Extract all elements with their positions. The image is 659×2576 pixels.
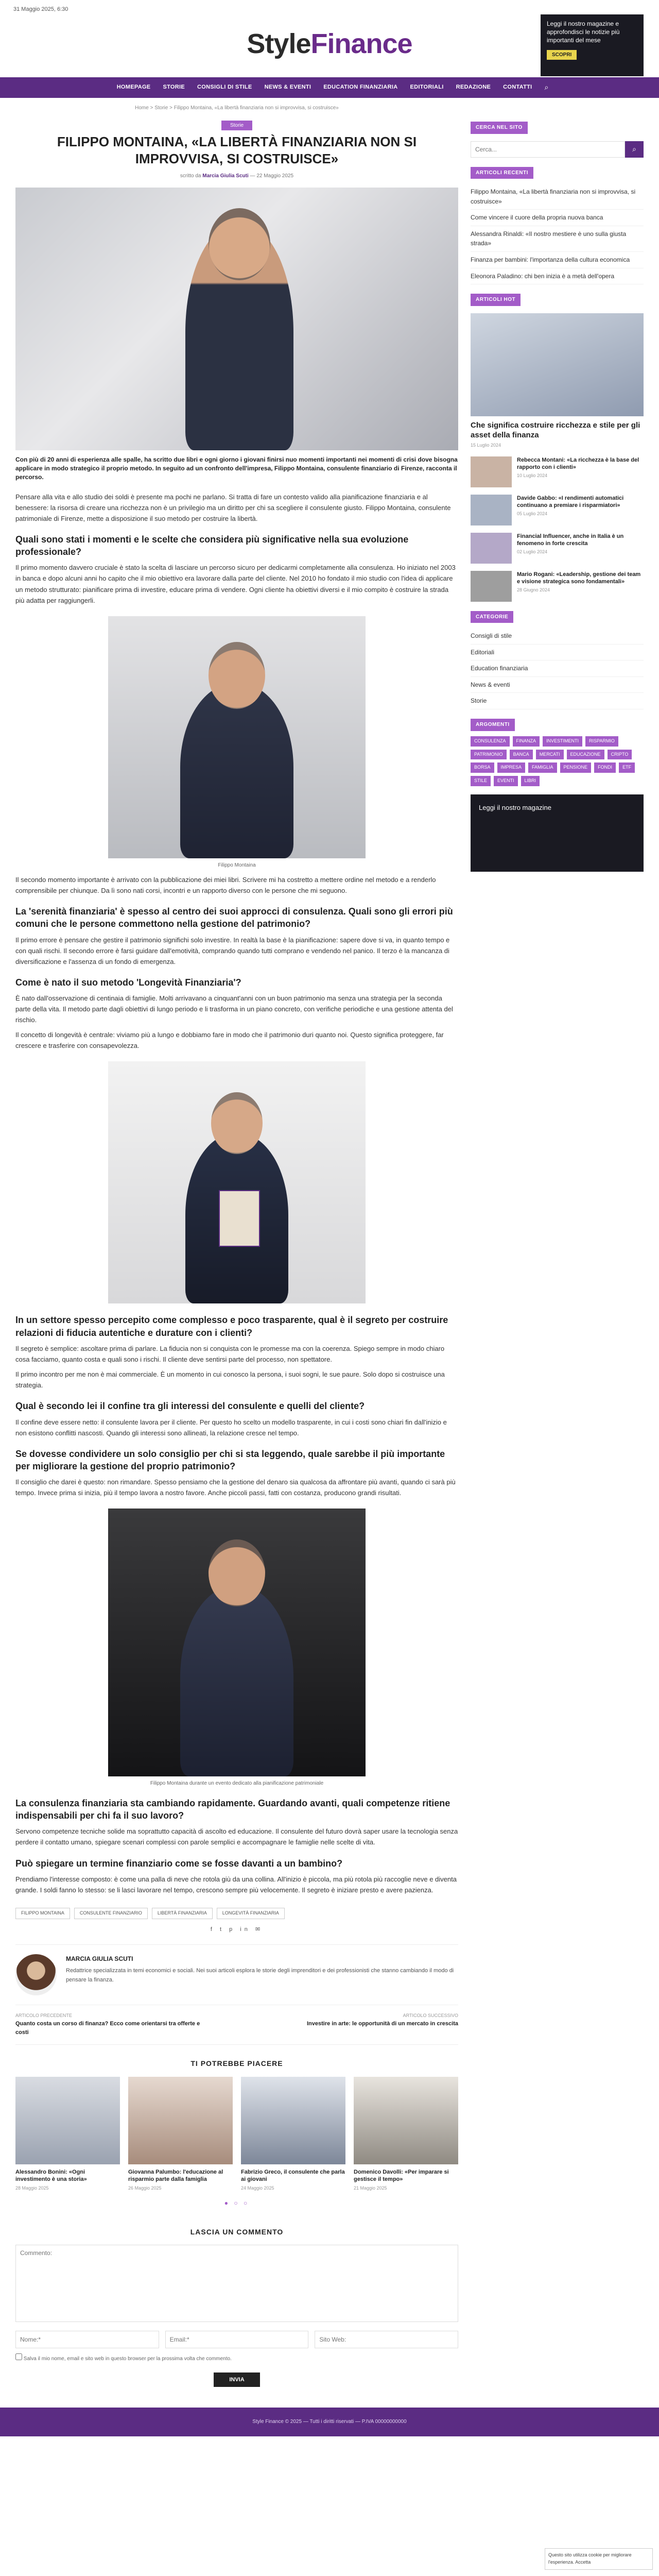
portrait-1-body: [180, 683, 293, 858]
categories-list: [471, 628, 644, 709]
tagcloud-item[interactable]: PATRIMONIO: [471, 750, 507, 760]
website-field[interactable]: [315, 2331, 458, 2348]
related-item[interactable]: [241, 2077, 345, 2193]
category-item[interactable]: News & eventi: [471, 677, 644, 693]
tag-list: [15, 1908, 458, 1919]
portrait-2-caption: Filippo Montaina durante un evento dedicato alla pianificazione patrimoniale: [150, 1781, 324, 1787]
related-item[interactable]: [128, 2077, 233, 2193]
content-wrap: [0, 98, 659, 2408]
main-nav: [0, 77, 659, 98]
logo-part-b: Finance: [310, 28, 412, 59]
book-photo-head: [211, 1092, 263, 1154]
cookie-banner[interactable]: Questo sito utilizza cookie per migliorare l'esperienza. Accetta: [545, 2548, 653, 2570]
related-thumb[interactable]: [354, 2077, 458, 2164]
nav-news[interactable]: NEWS & EVENTI: [264, 84, 311, 91]
portrait-2-body: [180, 1586, 293, 1776]
paragraph: Il primo momento davvero cruciale è stato la scelta di lasciare un percorso sicuro per dedicarmi completamente alla consulenza. Ho iniziato nel 2003 in banca e dopo alcuni anni ho capito che il mio obiettivo era lavorare dalla parte del cliente. Nel 2010 ho fondato il mio studio con l'idea di applicare un metodo strutturato: pianificare prima di investire, educare prima di vendere. Ogni cliente ha obiettivi diversi e il mio compito è costruire la strada più adatta per raggiungerli.: [15, 564, 456, 604]
portrait-photo-1: [108, 616, 366, 858]
search-widget: [471, 141, 644, 158]
recent-item[interactable]: Filippo Montaina, «La libertà finanziaria non si improvvisa, si costruisce»: [471, 184, 644, 210]
related-title[interactable]: Alessandro Bonini: «Ogni investimento è una storia»: [15, 2168, 87, 2182]
paragraph: Il confine deve essere netto: il consulente lavora per il cliente. Per questo ho scelto un modello trasparente, in cui i costi sono chiari fin dall'inizio e non esistono conflitti nascosti. Quando gli interessi sono allineati, la relazione cresce nel tempo.: [15, 1418, 447, 1437]
next-label: ARTICOLO SUCCESSIVO: [403, 2012, 458, 2018]
prev-next-nav: [15, 2005, 458, 2045]
hot-date: 05 Luglio 2024: [517, 511, 548, 517]
tagcloud-item[interactable]: BANCA: [510, 750, 533, 760]
hot-title[interactable]: Davide Gabbo: «I rendimenti automatici continuano a premiare i risparmiatori»: [517, 495, 624, 509]
consent-text: Salva il mio nome, email e sito web in questo browser per la prossima volta che commento.: [23, 2356, 232, 2362]
tagcloud-item[interactable]: ETF: [619, 762, 635, 773]
tag-item[interactable]: CONSULENTE FINANZIARIO: [74, 1908, 148, 1919]
recent-heading: ARTICOLI RECENTI: [471, 167, 533, 179]
tagcloud-item[interactable]: RISPARMIO: [585, 736, 618, 747]
consent-checkbox[interactable]: [15, 2353, 22, 2360]
paragraph: Il consiglio che darei è questo: non rimandare. Spesso pensiamo che la gestione del denaro sia qualcosa da affrontare più avanti, quando ci sarà più tempo. Invece prima si inizia, più il tempo lavora a nostro favore. Anche piccoli passi, fatti con costanza, producono grandi risultati.: [15, 1478, 456, 1497]
nav-editoriali[interactable]: EDITORIALI: [410, 84, 444, 91]
nav-contatti[interactable]: CONTATTI: [503, 84, 532, 91]
nav-storie[interactable]: STORIE: [163, 84, 185, 91]
header-ad-text: Leggi il nostro magazine e approfondisci le notizie più importanti del mese: [547, 20, 620, 44]
nav-education[interactable]: EDUCATION FINANZIARIA: [323, 84, 398, 91]
portrait-2-head: [209, 1539, 265, 1606]
site-footer: Style Finance © 2025 — Tutti i diritti riservati — P.IVA 00000000000: [0, 2408, 659, 2436]
tagcloud-heading: ARGOMENTI: [471, 719, 515, 731]
nav-consigli[interactable]: CONSIGLI DI STILE: [197, 84, 252, 91]
category-item[interactable]: Storie: [471, 693, 644, 709]
related-thumb[interactable]: [128, 2077, 233, 2164]
hot-heading: ARTICOLI HOT: [471, 294, 521, 306]
author-box: [15, 1944, 458, 2005]
sidebar-search-button[interactable]: ⌕: [625, 141, 644, 158]
search-widget-heading: CERCA NEL SITO: [471, 122, 528, 134]
paragraph: Il secondo momento importante è arrivato con la pubblicazione dei miei libri. Scrivere mi ha costretto a mettere ordine nel metodo e a renderlo comprensibile per chiunque. Da lì sono nati corsi, incontri e un rapporto diverso con le persone che mi seguono.: [15, 876, 436, 895]
nav-homepage[interactable]: HOMEPAGE: [116, 84, 151, 91]
category-item[interactable]: Education finanziaria: [471, 660, 644, 677]
tagcloud-item[interactable]: BORSA: [471, 762, 494, 773]
tagcloud-item[interactable]: LIBRI: [521, 776, 540, 786]
tagcloud-item[interactable]: STILE: [471, 776, 491, 786]
related-date: 21 Maggio 2025: [354, 2185, 387, 2191]
next-title[interactable]: Investire in arte: le opportunità di un mercato in crescita: [306, 2020, 458, 2027]
portrait-photo-2: [108, 1509, 366, 1776]
byline-pre: scritto da: [180, 173, 203, 179]
related-heading: TI POTREBBE PIACERE: [190, 2059, 283, 2067]
hot-thumb[interactable]: [471, 533, 512, 564]
author-bio: Redattrice specializzata in temi economici e sociali. Nei suoi articoli esplora le storie degli imprenditori e dei professionisti che stanno cambiando il modo di pensare la finanza.: [66, 1968, 454, 1983]
hot-thumb[interactable]: [471, 495, 512, 526]
comment-heading: LASCIA UN COMMENTO: [190, 2227, 284, 2236]
question-heading: Può spiegare un termine finanziario come se fosse davanti a un bambino?: [15, 1858, 343, 1869]
book-icon: [219, 1190, 260, 1247]
question-heading: Quali sono stati i momenti e le scelte che considera più significative nella sua evoluzione professionale?: [15, 534, 409, 557]
hero-caption: Con più di 20 anni di esperienza alle spalle, ha scritto due libri e ogni giorno i giovani finirsi nuo momenti importanti nei momenti di crisi dove bisogna applicare in modo strategico il proprio metodo. In seguito ad un confronto dell'impresa, Filippo Montaina, consulente finanziario di Firenze, racconta il percorso.: [15, 455, 458, 481]
book-photo: [108, 1061, 366, 1303]
hot-featured-title[interactable]: Che significa costruire ricchezza e stile per gli asset della finanza: [471, 420, 640, 440]
header-ad-button[interactable]: SCOPRI: [547, 50, 577, 60]
comment-textarea[interactable]: [15, 2245, 458, 2322]
paragraph: Servono competenze tecniche solide ma soprattutto capacità di ascolto ed educazione. Il consulente del futuro dovrà saper usare la tecnologia senza perdere il contatto umano, spiegare scenari complessi con parole semplici e accompagnare le famiglie nelle scelte di vita.: [15, 1827, 458, 1846]
tagcloud-item[interactable]: PENSIONE: [560, 762, 592, 773]
category-item[interactable]: Editoriali: [471, 645, 644, 661]
consent-row: [15, 2353, 458, 2363]
tag-item[interactable]: FILIPPO MONTAINA: [15, 1908, 70, 1919]
sidebar-ad[interactable]: Leggi il nostro magazine: [471, 794, 644, 872]
paragraph: Pensare alla vita e allo studio dei soldi è presente ma pochi ne parlano. Si tratta di fare un contesto valido alla pianificazione finanziaria e al benessere: la risorsa di creare una ricchezza non è un privilegio ma un diritto per chi sa scegliere il consulente giusto. Filippo Montaina, consulente patrimoniale di Firenze, mette a disposizione il suo metodo per costruire la libertà.: [15, 493, 451, 522]
prev-label: ARTICOLO PRECEDENTE: [15, 2012, 72, 2018]
related-title[interactable]: Fabrizio Greco, il consulente che parla ai giovani: [241, 2168, 345, 2182]
article-main: [15, 98, 458, 2408]
tagcloud: [471, 736, 644, 787]
breadcrumb[interactable]: Home > Storie > Filippo Montaina, «La libertà finanziaria non si improvvisa, si costruisce»: [135, 105, 339, 111]
paragraph: Il primo incontro per me non è mai commerciale. È un momento in cui conosco la persona, i suoi sogni, le sue paure. Solo dopo si costruisce una strategia.: [15, 1370, 445, 1389]
paragraph: Il primo errore è pensare che gestire il patrimonio significhi solo investire. In realtà la base è la pianificazione: sapere dove si va, in quanto tempo e con quali rischi. Il secondo errore è farsi guidare dall'emotività, comprando quando tutti comprano e vendendo nel panico. Il terzo è la mancanza di diversificazione e l'assenza di un fondo di emergenza.: [15, 936, 450, 965]
logo-part-a: Style: [247, 28, 311, 59]
byline-author[interactable]: Marcia Giulia Scuti: [202, 173, 249, 179]
sidebar-search-input[interactable]: [471, 141, 625, 158]
categories-heading: CATEGORIE: [471, 611, 513, 623]
question-heading: Come è nato il suo metodo 'Longevità Finanziaria'?: [15, 977, 241, 988]
hot-item[interactable]: [471, 456, 644, 487]
tagcloud-item[interactable]: FAMIGLIA: [528, 762, 557, 773]
hot-title[interactable]: Rebecca Montani: «La ricchezza è la base del rapporto con i clienti»: [517, 456, 639, 470]
prev-article[interactable]: [15, 2012, 201, 2037]
hot-title[interactable]: Financial Influencer, anche in Italia è un fenomeno in forte crescita: [517, 533, 624, 547]
tag-item[interactable]: LIBERTÀ FINANZIARIA: [152, 1908, 213, 1919]
sidebar: [471, 98, 644, 2408]
hero-person-head: [209, 208, 270, 280]
tagcloud-item[interactable]: CRIPTO: [608, 750, 632, 760]
carousel-dots[interactable]: ● ○ ○: [224, 2199, 250, 2207]
recent-item[interactable]: Finanza per bambini: l'importanza della cultura economica: [471, 252, 644, 268]
hot-featured-date: 15 Luglio 2024: [471, 442, 501, 448]
tag-item[interactable]: LONGEVITÀ FINANZIARIA: [217, 1908, 285, 1919]
related-date: 28 Maggio 2025: [15, 2185, 49, 2191]
hot-thumb[interactable]: [471, 571, 512, 602]
header-date: 31 Maggio 2025, 6:30: [13, 6, 68, 12]
recent-item[interactable]: Come vincere il cuore della propria nuova banca: [471, 210, 644, 226]
recent-item[interactable]: Alessandra Rinaldi: «Il nostro mestiere è uno sulla giusta strada»: [471, 226, 644, 252]
hot-thumb[interactable]: [471, 456, 512, 487]
tagcloud-item[interactable]: IMPRESA: [497, 762, 526, 773]
tagcloud-item[interactable]: EDUCAZIONE: [567, 750, 604, 760]
related-title[interactable]: Giovanna Palumbo: l'educazione al risparmio parte dalla famiglia: [128, 2168, 223, 2182]
byline-date: 22 Maggio 2025: [256, 173, 294, 179]
question-heading: Qual è secondo lei il confine tra gli interessi del consulente e quelli del cliente?: [15, 1401, 365, 1412]
hot-date: 28 Giugno 2024: [517, 587, 550, 593]
nav-redazione[interactable]: REDAZIONE: [456, 84, 491, 91]
related-thumb[interactable]: [15, 2077, 120, 2164]
submit-comment-button[interactable]: INVIA: [214, 2372, 259, 2387]
question-heading: La consulenza finanziaria sta cambiando rapidamente. Guardando avanti, quali competenze ritiene indispensabili per chi fa il suo lavoro?: [15, 1798, 450, 1821]
hot-date: 10 Luglio 2024: [517, 473, 548, 479]
comment-fields: [15, 2331, 458, 2348]
portrait-1-head: [209, 642, 265, 709]
question-heading: In un settore spesso percepito come complesso e poco trasparente, qual è il segreto per costruire relazioni di fiducia autentiche e durature con i clienti?: [15, 1315, 448, 1338]
related-title[interactable]: Domenico Davolli: «Per imparare si gestisce il tempo»: [354, 2168, 449, 2182]
tagcloud-item[interactable]: CONSULENZA: [471, 736, 510, 747]
hot-item[interactable]: [471, 571, 644, 602]
category-item[interactable]: Consigli di stile: [471, 628, 644, 645]
byline: scritto da Marcia Giulia Scuti — 22 Maggio 2025: [180, 173, 294, 179]
related-item[interactable]: [354, 2077, 458, 2193]
prev-title[interactable]: Quanto costa un corso di finanza? Ecco come orientarsi tra offerte e costi: [15, 2020, 200, 2036]
paragraph: È nato dall'osservazione di centinaia di famiglie. Molti arrivavano a cinquant'anni con un buon patrimonio ma senza una strategia per la seconda parte della vita. Il metodo parte dagli obiettivi di lungo periodo e li trasforma in un piano concreto, con verifiche periodiche e una gestione attenta del rischio.: [15, 994, 453, 1024]
article-title: FILIPPO MONTAINA, «LA LIBERTÀ FINANZIARIA NON SI IMPROVVISA, SI COSTRUISCE»: [57, 134, 417, 166]
hot-featured-image[interactable]: [471, 313, 644, 416]
hot-title[interactable]: Mario Rogani: «Leadership, gestione dei team e visione strategica sono fondamentali»: [517, 571, 641, 585]
email-field[interactable]: [165, 2331, 309, 2348]
paragraph: Il concetto di longevità è centrale: viviamo più a lungo e dobbiamo fare in modo che il patrimonio duri quanto noi. Questo significa proteggere, far crescere e trasferire con consapevolezza.: [15, 1031, 444, 1050]
tagcloud-item[interactable]: EVENTI: [494, 776, 518, 786]
tagcloud-item[interactable]: FINANZA: [513, 736, 540, 747]
recent-list: [471, 184, 644, 284]
related-item[interactable]: [15, 2077, 120, 2193]
hero-photo: [15, 188, 458, 450]
related-date: 26 Maggio 2025: [128, 2185, 162, 2191]
tagcloud-item[interactable]: FONDI: [594, 762, 616, 773]
site-logo[interactable]: [206, 23, 453, 66]
hot-date: 02 Luglio 2024: [517, 549, 548, 555]
author-avatar: [15, 1954, 57, 1995]
top-header: [0, 0, 659, 77]
paragraph: Prendiamo l'interesse composto: è come una palla di neve che rotola giù da una collina. All'inizio è piccola, ma più rotola più raccoglie neve e diventa grande. I soldi fanno lo stesso: se li lasci lavorare nel tempo, crescono sempre più velocemente. Il segreto è iniziare presto e avere pazienza.: [15, 1875, 457, 1894]
question-heading: Se dovesse condividere un solo consiglio per chi si sta leggendo, quale sarebbe il più importante per migliorare la gestione del proprio patrimonio?: [15, 1448, 445, 1471]
portrait-1-caption: Filippo Montaina: [218, 862, 256, 868]
tagcloud-item[interactable]: MERCATI: [536, 750, 564, 760]
header-ad[interactable]: [541, 14, 644, 76]
share-icons[interactable]: f t p in ✉: [210, 1926, 264, 1933]
paragraph: Il segreto è semplice: ascoltare prima di parlare. La fiducia non si conquista con le promesse ma con la coerenza. Spiego sempre in modo chiaro cosa facciamo, quanto costa e quali sono i rischi. Il cliente deve sentirsi parte del processo, non spettatore.: [15, 1345, 445, 1364]
search-icon[interactable]: ⌕: [544, 83, 549, 92]
author-name[interactable]: MARCIA GIULIA SCUTI: [66, 1955, 133, 1962]
question-heading: La 'serenità finanziaria' è spesso al centro dei suoi approcci di consulenza. Quali sono gli errori più comuni che le persone commettono nella gestione del patrimonio?: [15, 906, 453, 929]
category-badge[interactable]: Storie: [221, 121, 252, 131]
tagcloud-item[interactable]: INVESTIMENTI: [543, 736, 582, 747]
hot-item[interactable]: [471, 533, 644, 564]
related-list: [15, 2077, 458, 2193]
name-field[interactable]: [15, 2331, 159, 2348]
related-thumb[interactable]: [241, 2077, 345, 2164]
next-article[interactable]: [273, 2012, 458, 2037]
recent-item[interactable]: Eleonora Paladino: chi ben inizia è a metà dell'opera: [471, 268, 644, 285]
related-date: 24 Maggio 2025: [241, 2185, 274, 2191]
hot-item[interactable]: [471, 495, 644, 526]
